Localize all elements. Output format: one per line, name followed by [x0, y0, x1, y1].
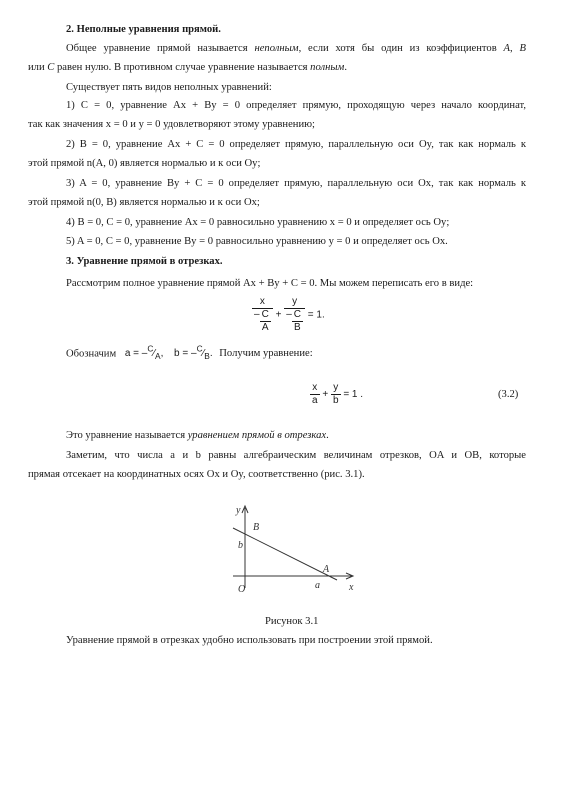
text-italic: B — [519, 43, 526, 54]
text-italic: неполным — [254, 43, 299, 54]
plus-sign: + — [322, 389, 329, 401]
text: , если хотя бы один из коэффициентов — [298, 43, 504, 54]
text: , — [510, 43, 520, 54]
item-2-line-1: 2) B = 0, уравнение Ax + C = 0 определяет прямую, параллельную оси Oy, так как нормаль к — [66, 139, 526, 150]
b-numerator: C — [196, 344, 203, 354]
label-O: O — [238, 584, 246, 595]
label-x: x — [349, 582, 354, 593]
text: или — [28, 62, 48, 73]
b-lhs: b = – — [174, 348, 197, 360]
paragraph-1-line-2 — [28, 61, 347, 74]
text: Общее уравнение прямой называется — [66, 43, 255, 54]
paragraph-1-line-1 — [66, 42, 526, 55]
paragraph-2: Существует пять видов неполных уравнений: — [66, 82, 272, 93]
denominator: – $\frac{C}{B}$ — [286, 309, 301, 333]
final-paragraph: Уравнение прямой в отрезках удобно использовать при построении этой прямой. — [66, 635, 433, 646]
label-b: b — [238, 540, 243, 551]
b-definition: $b = -^C⁄_B$. — [174, 344, 213, 362]
a-lhs: a = – — [124, 348, 148, 360]
item-2-line-2: этой прямой n(A, 0) является нормалью и к оси Oy; — [28, 158, 261, 169]
section-3-paragraph-1: Рассмотрим полное уравнение прямой Ax + By + C = 0. Мы можем переписать его в виде: — [66, 278, 474, 289]
text: . — [326, 430, 329, 441]
item-1-line-2: так как значения x = 0 и y = 0 удовлетворяют этому уравнению; — [28, 119, 315, 130]
fraction-x-a — [310, 382, 320, 407]
numerator: C — [293, 309, 301, 320]
text-italic: A — [503, 43, 511, 54]
text: . — [344, 62, 347, 73]
numerator: y — [284, 296, 305, 309]
denominator: A — [261, 322, 269, 333]
label-A: A — [323, 564, 330, 575]
item-5: 5) A = 0, C = 0, уравнение By = 0 равносильно уравнению y = 0 и определяет ось Ox. — [66, 236, 448, 247]
item-3-line-1: 3) A = 0, уравнение By + C = 0 определяет прямую, параллельную оси Ox, так как нормаль к — [66, 178, 526, 189]
denominator: – $\frac{C}{A}$ — [254, 309, 269, 333]
text: равен нулю. В противном случае уравнение называется — [54, 62, 311, 73]
a-separator: , — [160, 348, 164, 360]
section-2-heading: 2. Неполные уравнения прямой. — [66, 24, 221, 35]
denote-line — [66, 343, 313, 363]
text-italic: полным — [310, 62, 345, 73]
equals-one: = 1. — [307, 309, 325, 321]
formula-1 — [252, 296, 325, 334]
line-ab — [233, 528, 337, 580]
section-3-heading: 3. Уравнение прямой в отрезках. — [66, 256, 223, 267]
equation-number: (3.2) — [498, 389, 519, 400]
plus-sign: + — [275, 309, 282, 321]
label-y: y — [236, 505, 241, 516]
a-denominator: A — [155, 351, 161, 362]
numerator: C — [261, 309, 269, 320]
denote-label: Обозначим — [66, 348, 117, 360]
a-definition: $a = -^C⁄_A$, — [124, 344, 164, 362]
a-numerator: C — [147, 344, 154, 354]
b-separator: . — [209, 348, 213, 360]
formula-2 — [310, 382, 363, 407]
numerator: x — [252, 296, 273, 309]
paragraph-note-line-2: прямая отсекает на координатных осях Ox и Oy, соответственно (рис. 3.1). — [28, 469, 365, 480]
fraction-y-b — [331, 382, 341, 407]
denominator: a — [312, 395, 318, 406]
text: Это уравнение называется — [66, 430, 188, 441]
denominator: B — [294, 322, 301, 333]
equals-one: = 1 . — [343, 389, 364, 401]
numerator: x — [310, 382, 320, 395]
item-3-line-2: этой прямой n(0, B) является нормалью и к оси Ox; — [28, 197, 260, 208]
item-1-line-1: 1) C = 0, уравнение Ax + By = 0 определяет прямую, проходящую через начало координат, — [66, 100, 526, 111]
fraction-x — [252, 296, 273, 334]
paragraph-note-line-1: Заметим, что числа a и b равны алгебраическим величинам отрезков, OA и OB, которые — [66, 450, 526, 461]
text-italic: уравнением прямой в отрезках — [187, 430, 327, 441]
numerator: y — [331, 382, 341, 395]
paragraph-intercepts — [66, 429, 329, 442]
item-4: 4) B = 0, C = 0, уравнение Ax = 0 равносильно уравнению x = 0 и определяет ось Oy; — [66, 217, 450, 228]
b-denominator: B — [204, 351, 210, 362]
label-a: a — [315, 580, 320, 591]
text-italic: C — [47, 62, 55, 73]
get-equation-label: Получим уравнение: — [219, 348, 313, 360]
figure-caption: Рисунок 3.1 — [265, 616, 319, 627]
denominator: b — [332, 395, 339, 406]
fraction-y — [284, 296, 305, 334]
label-B: B — [253, 522, 260, 533]
figure-3-1 — [225, 500, 365, 600]
